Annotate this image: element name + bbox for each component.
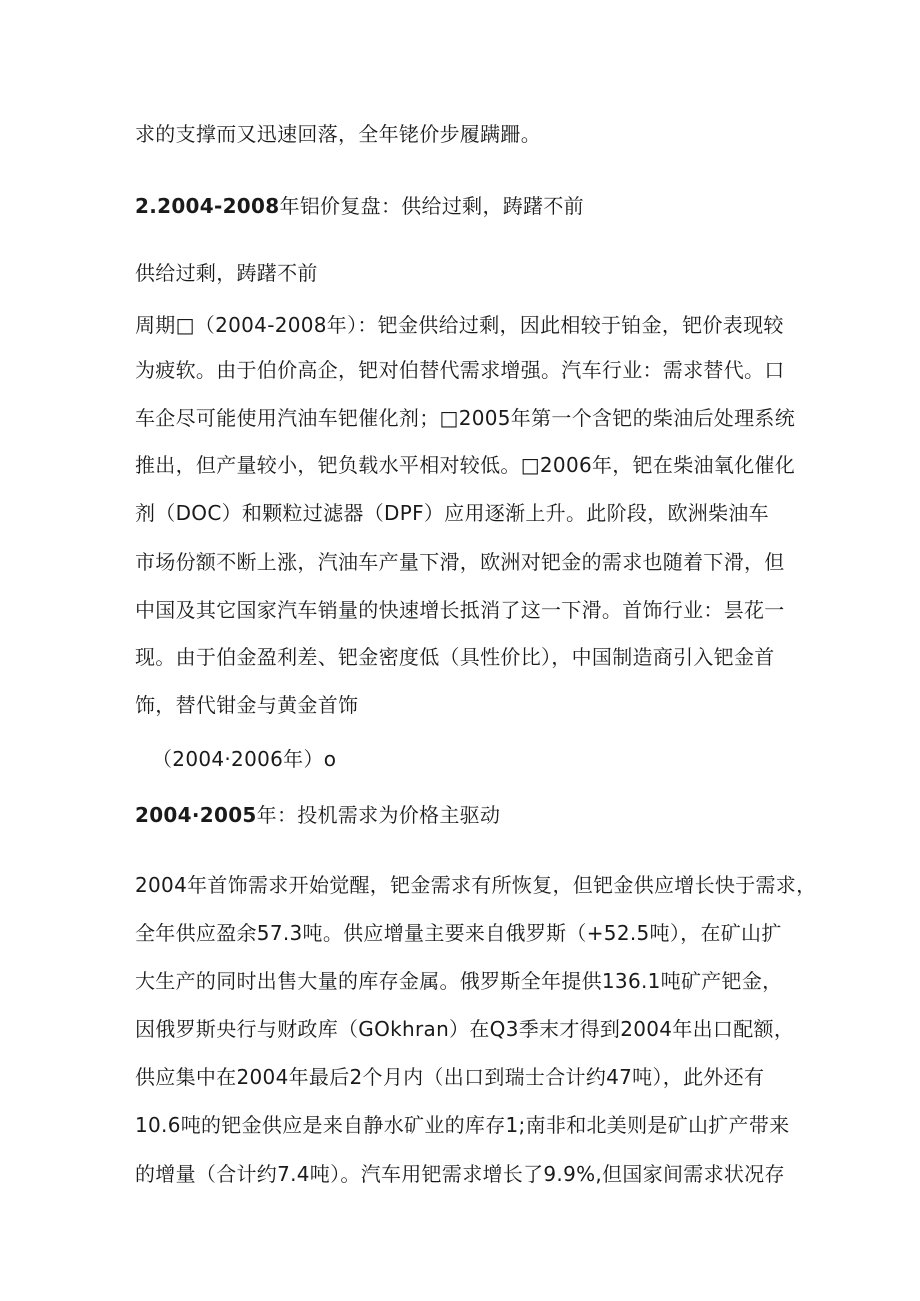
paragraph-line: 饰，替代钳金与黄金首饰	[135, 693, 359, 717]
paragraph-line: 周期□（2004-2008年）：钯金供给过剩，因此相较于铂金，钯价表现较	[135, 313, 784, 337]
section-heading	[135, 803, 500, 827]
paragraph-line: 中国及其它国家汽车销量的快速增长抵消了这一下滑。首饰行业：昙花一	[135, 598, 785, 622]
subheading: 供给过剩，踌躇不前	[135, 261, 318, 285]
paragraph-line: 10.6吨的钯金供应是来自静水矿业的库存1;南非和北美则是矿山扩产带来	[135, 1113, 790, 1137]
paragraph-line: 为疲软。由于伯价高企，钯对伯替代需求增强。汽车行业：需求替代。口	[135, 358, 785, 382]
paragraph-line: 市场份额不断上涨，汽油车产量下滑，欧洲对钯金的需求也随着下滑，但	[135, 550, 785, 574]
paragraph-line: 现。由于伯金盈利差、钯金密度低（具性价比），中国制造商引入钯金首	[135, 645, 775, 669]
section-heading	[135, 194, 584, 218]
paragraph-line: 车企尽可能使用汽油车钯催化剂；□2005年第一个含钯的柴油后处理系统	[135, 406, 795, 430]
paragraph-line: 推出，但产量较小，钯负载水平相对较低。□2006年，钯在柴油氧化催化	[135, 453, 795, 477]
paragraph-line: 供应集中在2004年最后2个月内（出口到瑞士合计约47吨），此外还有	[135, 1065, 765, 1089]
paragraph-line: 剂（DOC）和颗粒过滤器（DPF）应用逐渐上升。此阶段，欧洲柴油车	[135, 501, 769, 525]
heading-text: 年：投机需求为价格主驱动	[256, 803, 501, 827]
text-line: 求的支撑而又迅速回落，全年铑价步履蹒跚。	[135, 122, 541, 146]
heading-text: 年铝价复盘：供给过剩，踌躇不前	[279, 194, 584, 218]
paragraph-line: 的增量（合计约7.4吨）。汽车用钯需求增长了9.9%,但国家间需求状况存	[135, 1162, 785, 1186]
paragraph-line: 2004年首饰需求开始觉醒，钯金需求有所恢复，但钯金供应增长快于需求，	[135, 873, 817, 897]
paragraph-line: 因俄罗斯央行与财政库（GOkhran）在Q3季末才得到2004年出口配额，	[135, 1017, 795, 1041]
paragraph-line: 大生产的同时出售大量的库存金属。俄罗斯全年提供136.1吨矿产钯金，	[135, 969, 783, 993]
heading-number: 2004·2005	[135, 803, 257, 827]
paragraph-line: （2004·2006年）o	[152, 747, 337, 771]
heading-number: 2.2004-2008	[135, 194, 280, 218]
paragraph-line: 全年供应盈余57.3吨。供应增量主要来自俄罗斯（+52.5吨），在矿山扩	[135, 921, 782, 945]
